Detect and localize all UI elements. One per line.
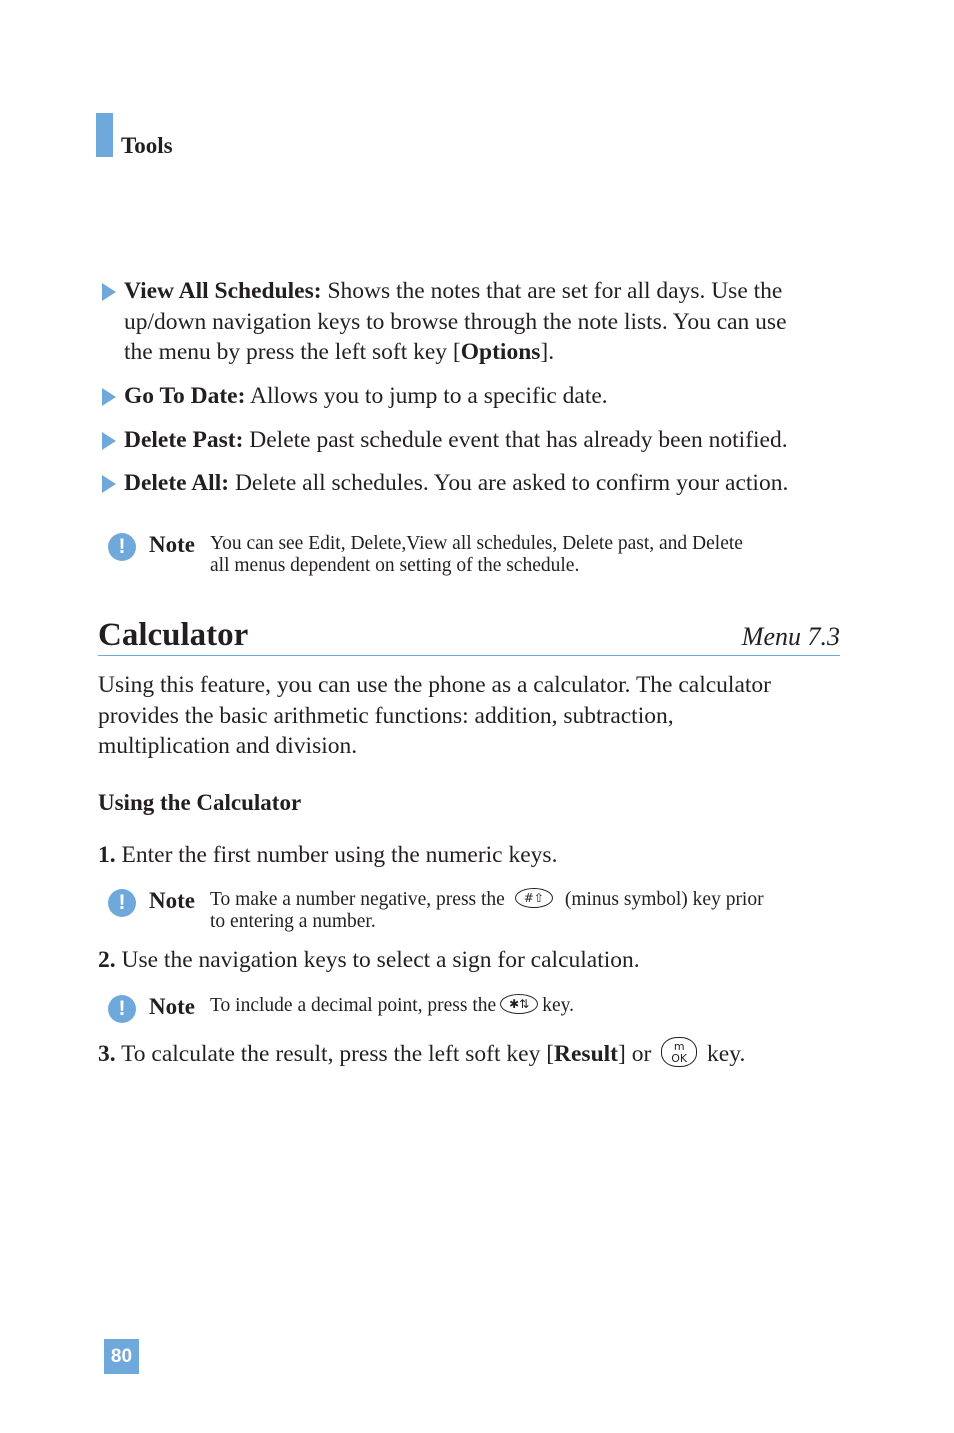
step-number: 1. — [98, 842, 116, 868]
bullet-text: the menu by press the left soft key [ — [124, 339, 461, 365]
bullet-text: Delete past schedule event that has already been notified. — [243, 427, 788, 453]
note-line: all menus dependent on setting of the schedule. — [210, 555, 580, 576]
intro-line: Using this feature, you can use the phone as a calculator. The calculator — [98, 672, 771, 698]
note-label: Note — [149, 994, 195, 1019]
section-divider — [98, 655, 840, 656]
step-number: 2. — [98, 947, 116, 973]
result-key-label: Result — [554, 1041, 619, 1067]
step-text: key. — [701, 1041, 746, 1067]
subsection-heading: Using the Calculator — [98, 790, 302, 815]
intro-line: multiplication and division. — [98, 733, 358, 759]
note-line: To make a number negative, press the — [210, 889, 505, 910]
bullet-text: ]. — [540, 339, 555, 365]
bullet-go-to-date — [100, 381, 840, 412]
star-key-icon: ✱⇅ — [500, 994, 538, 1014]
bullet-text: Allows you to jump to a specific date. — [245, 383, 608, 409]
step-1 — [98, 840, 840, 870]
menu-reference: Menu 7.3 — [741, 622, 840, 651]
step-3 — [98, 1039, 840, 1071]
note-text — [210, 533, 830, 577]
step-text: Use the navigation keys to select a sign for calculation. — [115, 947, 640, 973]
exclamation-icon: ! — [108, 889, 136, 917]
header-accent-bar — [96, 113, 113, 157]
bullet-text: Delete all schedules. You are asked to confirm your action. — [229, 470, 789, 496]
note-line: (minus symbol) key prior — [564, 889, 764, 910]
note-text — [210, 889, 830, 933]
note-line: to entering a number. — [210, 911, 376, 932]
bullet-delete-past — [100, 425, 840, 456]
note-label: Note — [149, 888, 195, 913]
bullet-triangle-icon — [102, 475, 116, 493]
note-label: Note — [149, 532, 195, 557]
note-line: To include a decimal point, press the — [210, 995, 497, 1016]
page-number: 80 — [104, 1339, 139, 1374]
bullet-term: Go To Date: — [124, 383, 246, 409]
ok-key-icon — [661, 1037, 697, 1067]
step-text: To calculate the result, press the left soft key [ — [115, 1041, 555, 1067]
bullet-delete-all — [100, 468, 840, 499]
section-title: Calculator — [98, 617, 249, 653]
intro-line: provides the basic arithmetic functions: addition, subtraction, — [98, 702, 674, 729]
chapter-title: Tools — [121, 133, 173, 158]
step-number: 3. — [98, 1041, 116, 1067]
step-text: Enter the first number using the numeric keys. — [115, 842, 558, 868]
calculator-intro — [98, 670, 828, 762]
bullet-triangle-icon — [102, 388, 116, 406]
exclamation-icon: ! — [108, 533, 136, 561]
exclamation-icon: ! — [108, 995, 136, 1023]
bullet-text: up/down navigation keys to browse through the note lists. You can use — [124, 308, 787, 335]
step-2 — [98, 945, 840, 975]
hash-key-icon: #⇧ — [515, 888, 553, 908]
ok-key-bottom: OK — [671, 1051, 688, 1065]
bullet-term: Delete All: — [124, 470, 230, 496]
step-text: ] or — [618, 1041, 652, 1067]
bullet-triangle-icon — [102, 283, 116, 301]
note-line: key. — [542, 995, 574, 1016]
note-text — [210, 995, 830, 1017]
bullet-text: Shows the notes that are set for all days. Use the — [321, 278, 783, 304]
ok-key-top: m — [673, 1039, 685, 1053]
bullet-view-all-schedules — [100, 276, 840, 368]
bullet-term: Delete Past: — [124, 427, 244, 453]
note-line: You can see Edit, Delete,View all schedules, Delete past, and Delete — [210, 533, 743, 554]
bullet-term: View All Schedules: — [124, 278, 322, 304]
options-key-label: Options — [460, 339, 541, 365]
bullet-triangle-icon — [102, 432, 116, 450]
